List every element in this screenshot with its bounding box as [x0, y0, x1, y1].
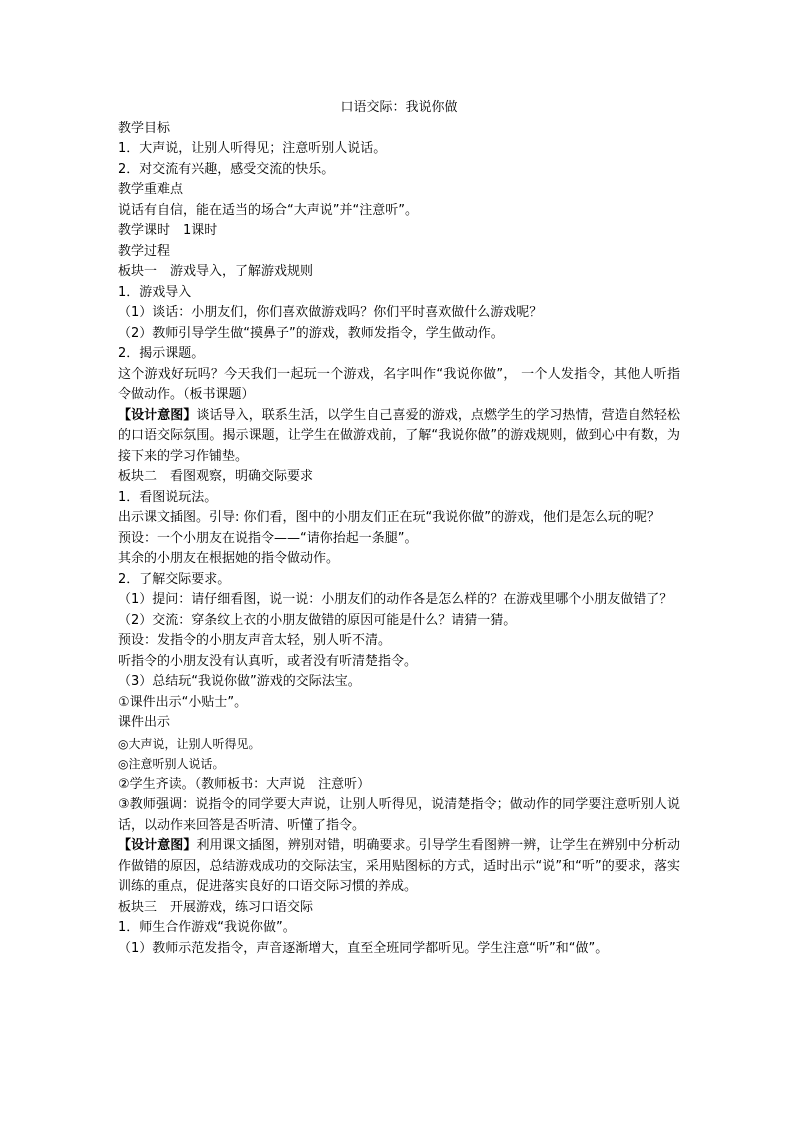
heading-process: 教学过程 [118, 243, 171, 259]
step-text: （2）交流：穿条纹上衣的小朋友做错的原因可能是什么？请猜一猜。 [118, 612, 517, 628]
step-heading: 1．师生合作游戏“我说你做”。 [118, 920, 296, 935]
lesson-hours: 教学课时 1课时 [118, 223, 218, 238]
preset-text: 听指令的小朋友没有认真听，或者没有听清楚指令。 [118, 653, 418, 669]
step-text: ①课件出示“小贴士”。 [118, 694, 248, 710]
heading-goals: 教学目标 [118, 120, 171, 136]
question-paragraph: （1）提问：请仔细看图，说一说：小朋友们的动作各是怎么样的？在游戏里哪个小朋友做错了？ [118, 592, 673, 607]
design-intent-text: 利用课文插图，辨别对错，明确要求。引导学生看图辨一辨，让学生在辨别中分析动作做错的原因，总结游戏成功的交际法宝，采用贴图标的方式，适时出示“说”和“听”的要求，落实训练的重点，促进落实良好的口语交际习惯的养成。 [118, 838, 680, 894]
section-one-heading: 板块一 游戏导入，了解游戏规则 [118, 264, 314, 279]
heading-key-points: 教学重难点 [118, 182, 184, 197]
step-heading: 2．揭示课题。 [118, 346, 205, 361]
preset-text: 其余的小朋友在根据她的指令做动作。 [118, 551, 340, 566]
design-intent-text: 谈话导入，联系生活，以学生自己喜爱的游戏，点燃学生的学习热情，营造自然轻松的口语交际氛围。揭示课题，让学生在做游戏前，了解“我说你做”的游戏规则，做到心中有数，为接下来的学习作铺垫。 [118, 407, 680, 464]
emphasis-paragraph: ③教师强调：说指令的同学要大声说，让别人听得见，说清楚指令；做动作的同学要注意听别人说话，以动作来回答是否听清、听懂了指令。 [118, 797, 680, 833]
design-intent-tag: 【设计意图】 [118, 407, 197, 423]
step-heading: 1．看图说玩法。 [118, 489, 218, 505]
design-intent-1 [118, 406, 680, 468]
design-intent-tag: 【设计意图】 [118, 838, 197, 853]
courseware-label: 课件出示 [118, 715, 171, 730]
step-heading: 2．了解交际要求。 [118, 571, 231, 587]
goal-item: 2．对交流有兴趣，感受交流的快乐。 [118, 161, 335, 177]
tip-item: ◎大声说，让别人听得见。 [118, 736, 261, 751]
key-point-text: 说话有自信，能在适当的场合“大声说”并“注意听”。 [118, 202, 418, 218]
step-text: （3）总结玩“我说你做”游戏的交际法宝。 [118, 674, 361, 689]
picture-paragraph: 出示课文插图。引导: 你们看，图中的小朋友们正在玩“我说你做”的游戏，他们是怎么玩的呢？ [118, 510, 660, 525]
design-intent-2 [118, 836, 680, 898]
preset-text: 预设：一个小朋友在说指令——“请你抬起一条腿”。 [118, 530, 418, 546]
document-title: 口语交际：我说你做 [340, 100, 458, 115]
step-text: （2）教师引导学生做“摸鼻子”的游戏，教师发指令，学生做动作。 [118, 325, 504, 341]
step-text: （1）谈话：小朋友们，你们喜欢做游戏吗？你们平时喜欢做什么游戏呢？ [118, 305, 543, 320]
step-text: ②学生齐读。（教师板书：大声说 注意听） [118, 776, 371, 792]
section-two-heading: 板块二 看图观察，明确交际要求 [118, 469, 314, 484]
section-three-heading: 板块三 开展游戏，练习口语交际 [118, 899, 314, 915]
demo-paragraph: （1）教师示范发指令，声音逐渐增大，直至全班同学都听见。学生注意“听”和“做”。 [118, 940, 609, 956]
step-heading: 1．游戏导入 [118, 284, 192, 300]
tip-item: ◎注意听别人说话。 [118, 757, 225, 771]
preset-text: 预设：发指令的小朋友声音太轻，别人听不清。 [118, 633, 392, 648]
document-body [118, 98, 680, 959]
goal-item: 1．大声说，让别人听得见；注意听别人说话。 [118, 141, 387, 156]
intro-paragraph: 这个游戏好玩吗？今天我们一起玩一个游戏，名字叫作“我说你做”， 一个人发指令，其他人听指令做动作。（板书课题） [118, 366, 680, 402]
